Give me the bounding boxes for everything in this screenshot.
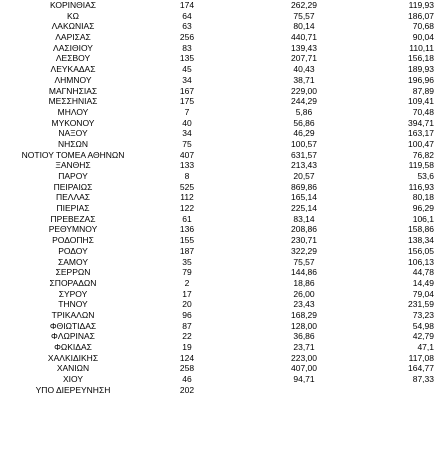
cases-cell: 64 xyxy=(182,10,192,21)
table-row xyxy=(0,214,438,225)
incidence-cell: 47,1 xyxy=(417,342,434,352)
rate-cell: 631,57 xyxy=(291,149,317,160)
cases-cell: 35 xyxy=(182,256,192,267)
region-name-cell: ΜΗΛΟΥ xyxy=(57,106,89,117)
table-row xyxy=(0,64,438,75)
incidence-cell: 116,93 xyxy=(408,181,434,192)
rate-cell: 230,71 xyxy=(291,235,317,246)
cases-cell: 124 xyxy=(179,352,195,363)
region-name-cell: ΣΥΡΟΥ xyxy=(58,288,88,299)
cases-cell: 83 xyxy=(182,42,192,53)
region-name-cell: ΡΕΘΥΜΝΟΥ xyxy=(48,224,98,235)
region-name-cell: ΜΑΓΝΗΣΙΑΣ xyxy=(48,85,98,96)
table-row xyxy=(0,0,438,11)
region-name-cell: ΛΑΣΙΘΙΟΥ xyxy=(53,42,93,53)
table-row xyxy=(0,118,438,129)
region-name-cell: ΚΩ xyxy=(66,10,80,21)
rate-cell: 23,43 xyxy=(293,299,315,310)
incidence-cell: 156,05 xyxy=(408,245,434,256)
region-name-cell: ΠΕΙΡΑΙΩΣ xyxy=(53,181,93,192)
incidence-cell: 87,33 xyxy=(412,374,434,385)
cases-cell: 40 xyxy=(182,117,192,128)
rate-cell: 225,14 xyxy=(291,203,317,214)
rate-cell: 322,29 xyxy=(291,245,317,256)
region-name-cell: ΤΡΙΚΑΛΩΝ xyxy=(51,309,95,320)
table-row xyxy=(0,43,438,54)
incidence-cell: 100,47 xyxy=(408,138,434,149)
incidence-cell: 119,93 xyxy=(408,0,434,10)
table-row xyxy=(0,267,438,278)
incidence-cell: 80,18 xyxy=(412,192,434,203)
cases-cell: 8 xyxy=(184,171,190,181)
table-row xyxy=(0,96,438,107)
cases-cell: 174 xyxy=(179,0,195,10)
rate-cell: 38,71 xyxy=(293,74,315,85)
region-name-cell: ΝΟΤΙΟΥ ΤΟΜΕΑ ΑΘΗΝΩΝ xyxy=(21,149,125,160)
region-name-cell: ΛΕΥΚΑΔΑΣ xyxy=(50,64,96,75)
table-row xyxy=(0,182,438,193)
incidence-cell: 117,08 xyxy=(408,352,434,363)
rate-cell: 56,86 xyxy=(293,117,315,128)
incidence-cell: 70,48 xyxy=(412,106,434,117)
region-name-cell: ΛΑΚΩΝΙΑΣ xyxy=(51,21,95,32)
incidence-cell: 76,82 xyxy=(412,149,434,160)
incidence-cell: 158,86 xyxy=(408,224,434,235)
rate-cell: 46,29 xyxy=(293,128,315,139)
cases-cell: 45 xyxy=(182,64,192,75)
rate-cell: 208,86 xyxy=(291,224,317,235)
cases-cell: 136 xyxy=(179,224,195,235)
region-name-cell: ΠΡΕΒΕΖΑΣ xyxy=(50,213,96,224)
incidence-cell: 186,07 xyxy=(408,10,434,21)
incidence-cell: 42,79 xyxy=(412,331,434,342)
table-row xyxy=(0,128,438,139)
table-row xyxy=(0,310,438,321)
region-name-cell: ΠΑΡΟΥ xyxy=(58,171,88,181)
incidence-cell: 106,1 xyxy=(412,213,434,224)
cases-cell: 87 xyxy=(182,320,192,331)
table-row xyxy=(0,374,438,385)
cases-cell: 19 xyxy=(182,342,192,352)
cases-cell: 34 xyxy=(182,128,192,139)
table-row xyxy=(0,224,438,235)
rate-cell: 100,57 xyxy=(291,138,317,149)
incidence-cell: 189,93 xyxy=(408,64,434,75)
table-row xyxy=(0,171,438,182)
cases-cell: 61 xyxy=(182,213,192,224)
rate-cell: 407,00 xyxy=(291,363,317,374)
cases-cell: 187 xyxy=(179,245,195,256)
rate-cell: 40,43 xyxy=(293,64,315,75)
cases-cell: 167 xyxy=(179,85,195,96)
region-name-cell: ΜΥΚΟΝΟΥ xyxy=(51,117,95,128)
incidence-cell: 96,29 xyxy=(412,203,434,214)
table-row xyxy=(0,32,438,43)
cases-cell: 525 xyxy=(179,181,195,192)
region-name-cell: ΣΕΡΡΩΝ xyxy=(55,267,91,278)
rate-cell: 36,86 xyxy=(293,331,315,342)
rate-cell: 244,29 xyxy=(291,96,317,107)
cases-cell: 155 xyxy=(179,235,195,246)
region-name-cell: ΧΑΛΚΙΔΙΚΗΣ xyxy=(47,352,99,363)
incidence-cell: 394,71 xyxy=(408,117,434,128)
region-name-cell: ΦΩΚΙΔΑΣ xyxy=(54,342,92,352)
region-name-cell: ΧΙΟΥ xyxy=(62,374,84,385)
rate-cell: 75,57 xyxy=(293,256,315,267)
table-row xyxy=(0,385,438,396)
cases-cell: 407 xyxy=(179,149,195,160)
table-row xyxy=(0,289,438,300)
cases-cell: 20 xyxy=(182,299,192,310)
incidence-cell: 87,89 xyxy=(412,85,434,96)
cases-cell: 122 xyxy=(179,203,195,214)
incidence-cell: 44,78 xyxy=(412,267,434,278)
table-row xyxy=(0,192,438,203)
incidence-cell: 164,77 xyxy=(408,363,434,374)
cases-cell: 256 xyxy=(179,32,195,43)
incidence-cell: 109,41 xyxy=(408,96,434,107)
table-row xyxy=(0,139,438,150)
rate-cell: 26,00 xyxy=(293,288,315,299)
cases-cell: 34 xyxy=(182,74,192,85)
region-name-cell: ΡΟΔΟΥ xyxy=(58,245,88,256)
rate-cell: 165,14 xyxy=(291,192,317,203)
rate-cell: 5,86 xyxy=(295,106,313,117)
region-name-cell: ΦΛΩΡΙΝΑΣ xyxy=(51,331,95,342)
incidence-cell: 231,59 xyxy=(408,299,434,310)
incidence-cell: 90,04 xyxy=(412,32,434,43)
table-row xyxy=(0,299,438,310)
region-name-cell: ΣΑΜΟΥ xyxy=(57,256,88,267)
rate-cell: 262,29 xyxy=(291,0,317,10)
table-row xyxy=(0,363,438,374)
incidence-cell: 156,18 xyxy=(408,53,434,64)
rate-cell: 168,29 xyxy=(291,309,317,320)
region-name-cell: ΤΗΝΟΥ xyxy=(58,299,88,310)
incidence-cell: 119,58 xyxy=(408,160,434,171)
table-row xyxy=(0,331,438,342)
rate-cell: 440,71 xyxy=(291,32,317,43)
table-row xyxy=(0,21,438,32)
cases-cell: 7 xyxy=(184,106,190,117)
incidence-cell: 110,11 xyxy=(409,42,434,53)
rate-cell: 20,57 xyxy=(293,171,315,181)
rate-cell: 207,71 xyxy=(291,53,317,64)
table-row xyxy=(0,342,438,353)
incidence-cell: 163,17 xyxy=(408,128,434,139)
cases-cell: 202 xyxy=(179,384,195,395)
table-row xyxy=(0,353,438,364)
region-name-cell: ΠΙΕΡΙΑΣ xyxy=(56,203,90,214)
rate-cell: 139,43 xyxy=(291,42,317,53)
region-name-cell: ΚΟΡΙΝΘΙΑΣ xyxy=(49,0,97,10)
rate-cell: 75,57 xyxy=(293,10,315,21)
rate-cell: 83,14 xyxy=(293,213,315,224)
incidence-cell: 73,23 xyxy=(412,309,434,320)
table-row xyxy=(0,53,438,64)
rate-cell: 23,71 xyxy=(293,342,315,352)
cases-cell: 17 xyxy=(182,288,192,299)
region-name-cell: ΣΠΟΡΑΔΩΝ xyxy=(49,277,97,288)
region-name-cell: ΥΠΟ ΔΙΕΡΕΥΝΗΣΗ xyxy=(35,384,111,395)
table-row xyxy=(0,278,438,289)
cases-cell: 133 xyxy=(179,160,195,171)
rate-cell: 18,86 xyxy=(293,277,315,288)
rate-cell: 213,43 xyxy=(291,160,317,171)
cases-cell: 135 xyxy=(179,53,195,64)
incidence-cell: 106,13 xyxy=(408,256,434,267)
table-row xyxy=(0,203,438,214)
table-row xyxy=(0,150,438,161)
region-name-cell: ΝΑΞΟΥ xyxy=(58,128,88,139)
table-row xyxy=(0,257,438,268)
region-name-cell: ΛΕΣΒΟΥ xyxy=(55,53,91,64)
incidence-cell: 53,6 xyxy=(417,171,434,181)
table-row xyxy=(0,75,438,86)
cases-cell: 258 xyxy=(179,363,195,374)
cases-cell: 22 xyxy=(182,331,192,342)
cases-cell: 75 xyxy=(182,138,192,149)
rate-cell: 229,00 xyxy=(291,85,317,96)
table-row xyxy=(0,246,438,257)
cases-cell: 46 xyxy=(182,374,192,385)
incidence-cell: 138,34 xyxy=(408,235,434,246)
table-row xyxy=(0,160,438,171)
region-name-cell: ΛΗΜΝΟΥ xyxy=(54,74,92,85)
cases-cell: 2 xyxy=(184,277,190,288)
rate-cell: 144,86 xyxy=(291,267,317,278)
incidence-cell: 14,49 xyxy=(412,277,434,288)
region-name-cell: ΡΟΔΟΠΗΣ xyxy=(52,235,94,246)
rate-cell: 94,71 xyxy=(293,374,315,385)
region-name-cell: ΛΑΡΙΣΑΣ xyxy=(55,32,91,43)
incidence-cell: 54,98 xyxy=(412,320,434,331)
rate-cell: 128,00 xyxy=(291,320,317,331)
cases-cell: 175 xyxy=(179,96,195,107)
cases-cell: 79 xyxy=(182,267,192,278)
region-name-cell: ΧΑΝΙΩΝ xyxy=(56,363,90,374)
incidence-cell: 70,68 xyxy=(412,21,434,32)
region-name-cell: ΠΕΛΛΑΣ xyxy=(55,192,91,203)
table-row xyxy=(0,107,438,118)
cases-cell: 96 xyxy=(182,309,192,320)
table-row xyxy=(0,11,438,22)
incidence-cell: 79,04 xyxy=(412,288,434,299)
region-name-cell: ΞΑΝΘΗΣ xyxy=(55,160,91,171)
table-row xyxy=(0,86,438,97)
cases-cell: 112 xyxy=(180,192,194,203)
table-row xyxy=(0,321,438,332)
rate-cell: 869,86 xyxy=(291,181,317,192)
table-row xyxy=(0,235,438,246)
region-name-cell: ΦΘΙΩΤΙΔΑΣ xyxy=(49,320,97,331)
rate-cell: 223,00 xyxy=(291,352,317,363)
region-name-cell: ΜΕΣΣΗΝΙΑΣ xyxy=(48,96,98,107)
cases-cell: 63 xyxy=(182,21,192,32)
rate-cell: 80,14 xyxy=(293,21,315,32)
incidence-cell: 196,96 xyxy=(408,74,434,85)
region-name-cell: ΝΗΣΩΝ xyxy=(57,138,89,149)
